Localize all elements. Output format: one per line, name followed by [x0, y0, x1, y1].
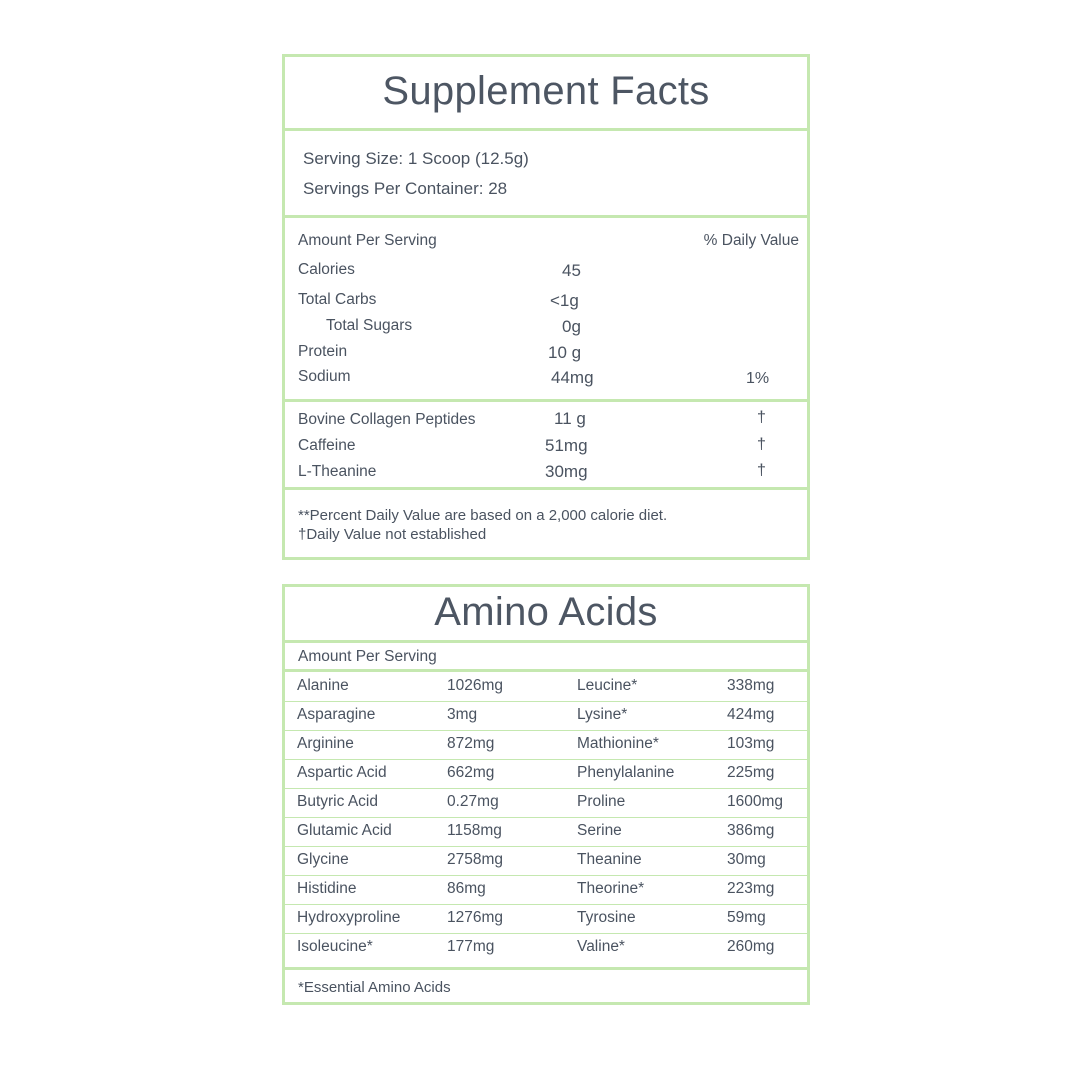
amino-acid-amount: 1158mg	[447, 822, 502, 839]
amino-acid-amount: 223mg	[727, 880, 775, 897]
amino-acid-name: Arginine	[297, 735, 354, 752]
row-divider	[285, 730, 807, 731]
nutrient-name: Total Carbs	[298, 291, 377, 308]
row-divider	[285, 759, 807, 760]
divider	[285, 215, 807, 218]
row-divider	[285, 701, 807, 702]
nutrient-daily-value: 1%	[746, 370, 770, 387]
amino-acid-amount: 338mg	[727, 677, 775, 694]
amino-acid-name: Aspartic Acid	[297, 764, 387, 781]
amino-acid-amount: 177mg	[447, 938, 495, 955]
nutrient-name: Total Sugars	[326, 317, 413, 334]
row-divider	[285, 817, 807, 818]
amount-per-serving-header: Amount Per Serving	[298, 232, 437, 249]
nutrient-amount: 44mg	[551, 368, 594, 387]
serving-size: Serving Size: 1 Scoop (12.5g)	[303, 149, 529, 168]
row-divider	[285, 875, 807, 876]
amino-acid-name: Phenylalanine	[577, 764, 675, 781]
divider	[285, 128, 807, 131]
nutrient-name: Calories	[298, 261, 355, 278]
amino-acid-name: Theorine*	[577, 880, 645, 897]
amino-acid-amount: 260mg	[727, 938, 775, 955]
amino-acid-amount: 1276mg	[447, 909, 504, 926]
ingredient-name: L-Theanine	[298, 463, 377, 480]
nutrient-amount: 0g	[562, 317, 581, 336]
amino-acid-name: Butyric Acid	[297, 793, 378, 810]
amino-acid-amount: 2758mg	[447, 851, 504, 868]
amino-acid-amount: 1600mg	[727, 793, 784, 810]
amino-acids-panel	[282, 584, 810, 1005]
amino-acid-name: Valine*	[577, 938, 625, 955]
amino-acid-name: Alanine	[297, 677, 349, 694]
amino-acid-amount: 662mg	[447, 764, 495, 781]
amino-acid-amount: 0.27mg	[447, 793, 499, 810]
dagger-mark: †	[757, 436, 766, 453]
ingredient-name: Bovine Collagen Peptides	[298, 411, 476, 428]
supplement-facts-title: Supplement Facts	[382, 69, 710, 113]
amino-acid-amount: 225mg	[727, 764, 775, 781]
amino-acid-name: Proline	[577, 793, 626, 810]
amino-acid-name: Mathionine*	[577, 735, 659, 752]
amino-acid-name: Serine	[577, 822, 622, 839]
nutrient-name: Protein	[298, 343, 348, 360]
nutrient-amount: 45	[562, 261, 581, 280]
ingredient-name: Caffeine	[298, 437, 356, 454]
amino-acid-amount: 872mg	[447, 735, 495, 752]
divider	[285, 487, 807, 490]
footnote-daily-value: **Percent Daily Value are based on a 2,000 calorie diet.	[298, 507, 668, 524]
amino-acid-amount: 1026mg	[447, 677, 504, 694]
amino-acid-name: Hydroxyproline	[297, 909, 401, 926]
nutrient-amount: 10 g	[548, 343, 582, 362]
amino-acid-amount: 30mg	[727, 851, 766, 868]
amino-acid-name: Asparagine	[297, 706, 376, 723]
amino-acid-name: Lysine*	[577, 706, 628, 723]
amino-acid-name: Tyrosine	[577, 909, 636, 926]
divider	[285, 399, 807, 402]
amount-per-serving-header: Amount Per Serving	[298, 648, 437, 665]
amino-acid-name: Histidine	[297, 880, 357, 897]
amino-acid-amount: 86mg	[447, 880, 486, 897]
ingredient-amount: 51mg	[545, 436, 588, 455]
row-divider	[285, 846, 807, 847]
amino-acid-amount: 386mg	[727, 822, 775, 839]
amino-acid-amount: 424mg	[727, 706, 775, 723]
ingredient-amount: 11 g	[554, 409, 586, 428]
divider	[285, 640, 807, 643]
amino-acid-name: Isoleucine*	[297, 938, 373, 955]
supplement-facts-panel	[282, 54, 810, 560]
servings-per-container: Servings Per Container: 28	[303, 179, 508, 198]
dagger-mark: †	[757, 409, 766, 426]
nutrient-amount: <1g	[550, 291, 579, 310]
amino-acid-amount: 103mg	[727, 735, 775, 752]
amino-acid-amount: 3mg	[447, 706, 478, 723]
amino-acids-title: Amino Acids	[434, 590, 658, 634]
divider	[285, 967, 807, 970]
amino-acid-name: Glutamic Acid	[297, 822, 392, 839]
footnote-dagger: †Daily Value not established	[298, 526, 487, 543]
nutrient-name: Sodium	[298, 368, 351, 385]
row-divider	[285, 788, 807, 789]
row-divider	[285, 933, 807, 934]
essential-footnote: *Essential Amino Acids	[298, 979, 451, 996]
divider	[285, 669, 807, 672]
row-divider	[285, 904, 807, 905]
dagger-mark: †	[757, 462, 766, 479]
ingredient-amount: 30mg	[545, 462, 588, 481]
amino-acid-amount: 59mg	[727, 909, 766, 926]
amino-acid-name: Theanine	[577, 851, 642, 868]
daily-value-header: % Daily Value	[703, 232, 799, 249]
amino-acid-name: Glycine	[297, 851, 349, 868]
amino-acid-name: Leucine*	[577, 677, 638, 694]
